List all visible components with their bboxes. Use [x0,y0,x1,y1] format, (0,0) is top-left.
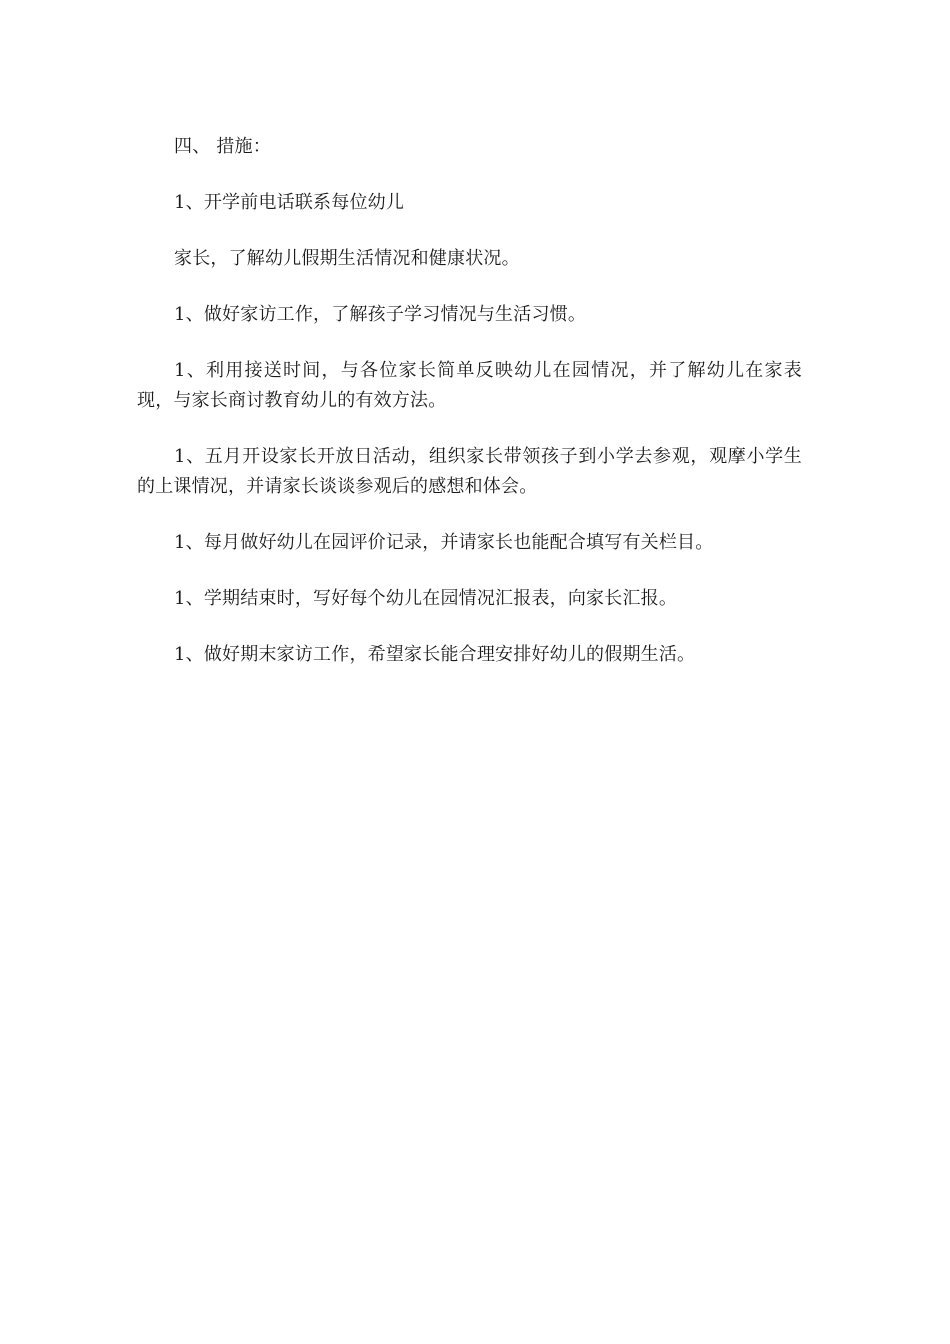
paragraph-7: 1、学期结束时，写好每个幼儿在园情况汇报表，向家长汇报。 [174,588,678,609]
paragraph-6: 1、每月做好幼儿在园评价记录，并请家长也能配合填写有关栏目。 [174,532,714,553]
paragraph-2: 家长，了解幼儿假期生活情况和健康状况。 [174,248,520,269]
paragraph-5: 1、五月开设家长开放日活动，组织家长带领孩子到小学去参观，观摩小学生的上课情况，并请家长谈谈参观后的感想和体会。 [137,446,802,497]
paragraph-8: 1、做好期末家访工作，希望家长能合理安排好幼儿的假期生活。 [174,644,696,665]
document-body [137,132,802,696]
section-heading: 四、 措施： [174,136,271,157]
paragraph-1: 1、开学前电话联系每位幼儿 [174,192,405,213]
paragraph-3: 1、做好家访工作，了解孩子学习情况与生活习惯。 [174,304,587,325]
paragraph-4: 1、利用接送时间，与各位家长简单反映幼儿在园情况，并了解幼儿在家表现，与家长商讨教育幼儿的有效方法。 [137,360,802,411]
